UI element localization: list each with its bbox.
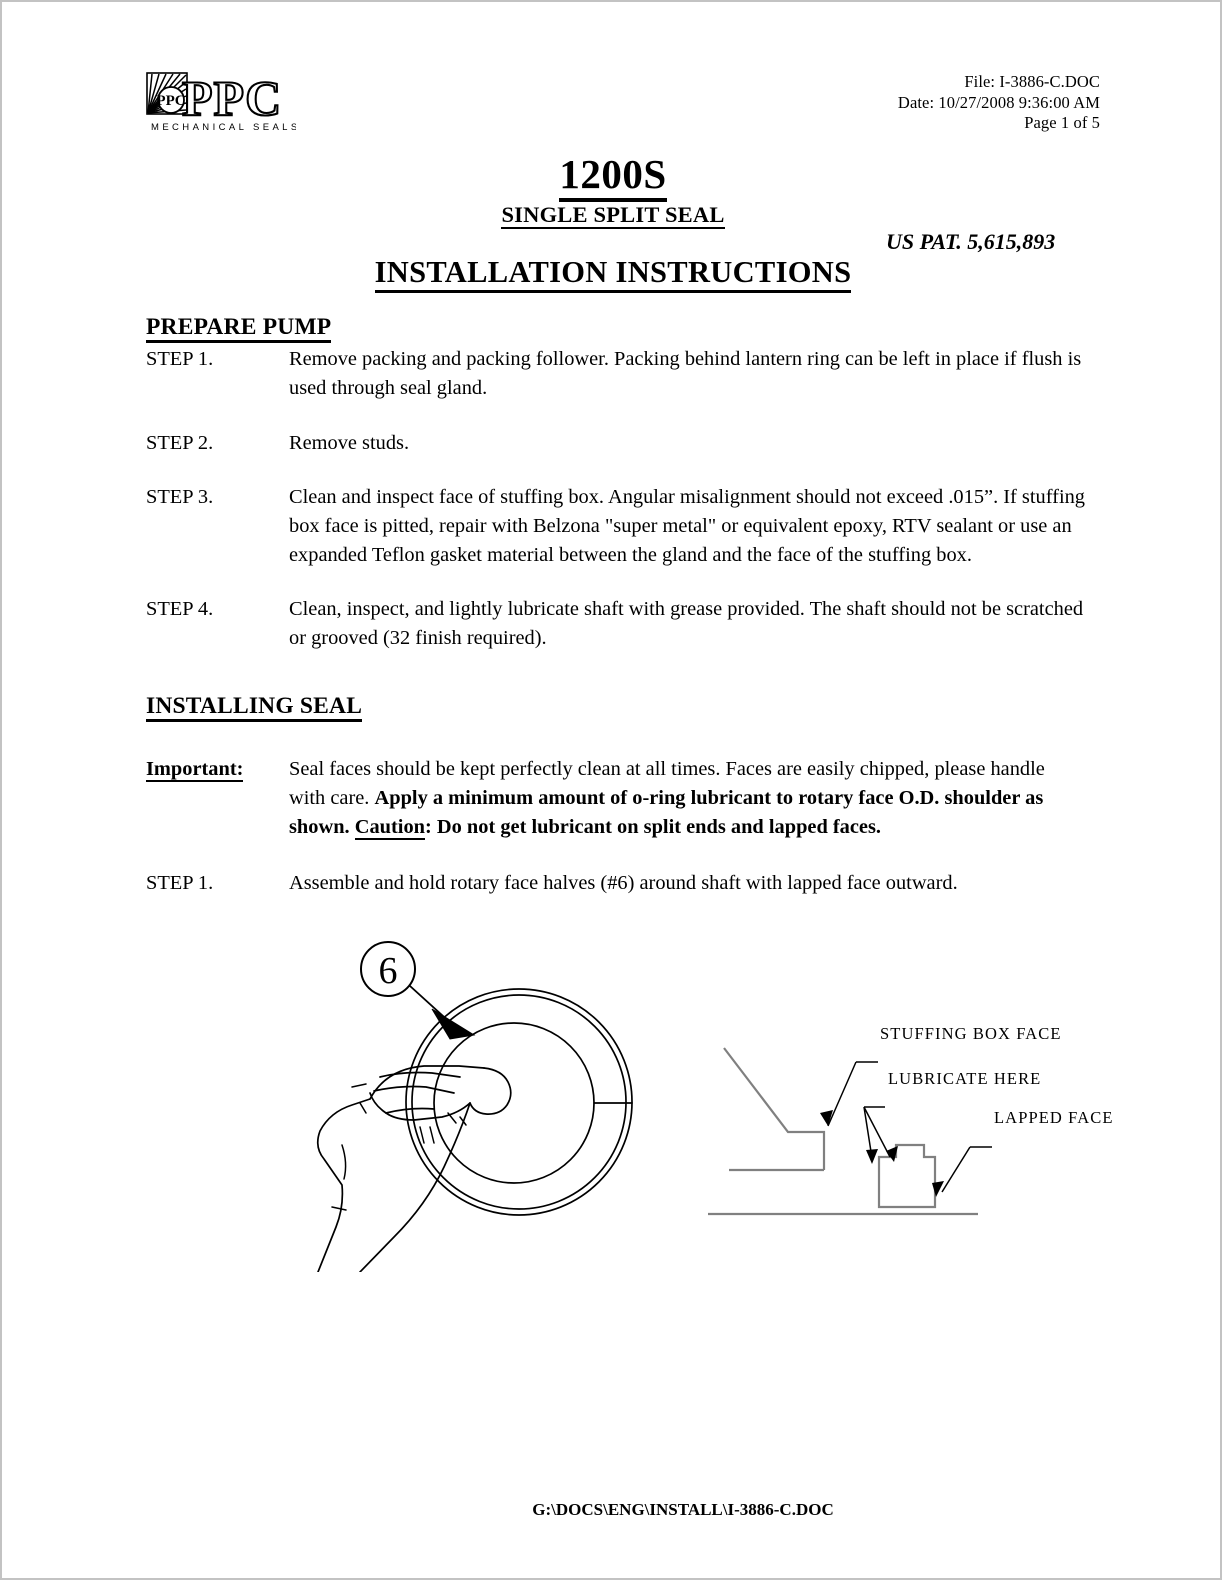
ppc-logo <box>146 72 296 134</box>
hand-ring-illustration <box>274 927 694 1272</box>
step-label: STEP 1. <box>146 872 214 894</box>
step-text: Remove packing and packing follower. Packing behind lantern ring can be left in place if flush is used through seal gland. <box>289 348 1082 399</box>
figure-cross-section <box>702 1022 1122 1227</box>
finger-crease-2 <box>374 1087 454 1094</box>
meta-file-line: File: I-3886-C.DOC <box>964 72 1100 91</box>
step-text: Assemble and hold rotary face halves (#6) around shaft with lapped face outward. <box>289 872 958 894</box>
section-heading-installing-seal <box>146 693 1086 720</box>
meta-page-line: Page 1 of 5 <box>1024 113 1100 132</box>
section-heading-prepare-pump-text: PREPARE PUMP <box>146 314 331 343</box>
step-row <box>146 345 1086 403</box>
logo-monogram-text: PPC <box>156 93 186 109</box>
step-text: Remove studs. <box>289 432 410 454</box>
step-text: Clean and inspect face of stuffing box. Angular misalignment should not exceed .015”. If stuffing box face is pitted, repair with Belzona "super metal" or equivalent epoxy, RTV sealant or use an expanded Teflon gasket material between the gland and the face of the stuffing box. <box>289 486 1086 566</box>
section-heading-installing-seal-text: INSTALLING SEAL <box>146 693 362 722</box>
arrowhead-lapped <box>932 1181 944 1197</box>
important-text-bold-1: Apply a minimum amount of o-ring lubricant to rotary face O.D. shoulder as shown. <box>289 787 1044 838</box>
leader-lapped-diagonal <box>942 1147 970 1192</box>
model-subtitle <box>2 202 1222 228</box>
important-text-plain: Seal faces should be kept perfectly clean at all times. Faces are easily chipped, please handle with care. <box>289 758 1045 809</box>
step-row <box>146 429 1086 458</box>
step-row <box>146 869 1086 898</box>
model-subtitle-text: SINGLE SPLIT SEAL <box>501 202 725 227</box>
stuffing-box-profile <box>724 1048 824 1170</box>
step-label: STEP 4. <box>146 598 214 620</box>
step-text: Clean, inspect, and lightly lubricate shaft with grease provided. The shaft should not be scratched or grooved (32 finish required). <box>289 598 1084 649</box>
step-label: STEP 2. <box>146 432 214 454</box>
step-label: STEP 3. <box>146 486 214 508</box>
label-lubricate-here: LUBRICATE HERE <box>888 1069 1042 1088</box>
meta-date-line: Date: 10/27/2008 9:36:00 AM <box>897 92 1100 112</box>
important-caution-word: Caution <box>354 816 425 838</box>
important-text <box>289 755 1086 842</box>
ring-bore-circle <box>434 1023 594 1183</box>
middle-finger <box>386 1103 470 1120</box>
cross-section-illustration <box>702 1022 1122 1222</box>
model-title-text: 1200S <box>559 151 666 202</box>
step-label: STEP 1. <box>146 348 214 370</box>
index-finger <box>470 1068 511 1114</box>
important-label-text: Important: <box>146 758 244 780</box>
rotary-face-block <box>879 1145 935 1207</box>
important-note-row <box>146 755 1086 842</box>
model-title <box>2 150 1222 198</box>
figure-hand-holding-rotary-face <box>274 927 694 1277</box>
leader-stuffing-box-diagonal <box>828 1062 856 1126</box>
callout-number-text: 6 <box>378 950 398 992</box>
document-body <box>146 314 1086 898</box>
hand-wrist-outline <box>318 1099 370 1272</box>
important-label <box>146 755 289 784</box>
label-stuffing-box-face: STUFFING BOX FACE <box>880 1024 1062 1043</box>
arrowhead-lubricate-a <box>866 1149 878 1164</box>
important-text-bold-2: : Do not get lubricant on split ends and lapped faces. <box>425 816 882 838</box>
logo-tagline: MECHANICAL SEALS <box>151 122 296 133</box>
hand-knuckle-top <box>370 1066 484 1099</box>
page-title-text: INSTALLATION INSTRUCTIONS <box>375 255 852 293</box>
document-meta <box>898 72 1100 134</box>
logo-wordmark: PPC <box>182 72 283 126</box>
label-lapped-face: LAPPED FACE <box>994 1108 1114 1127</box>
logo-artwork <box>146 72 296 134</box>
finger-crease-3 <box>386 1109 434 1114</box>
patent-notice: US PAT. 5,615,893 <box>886 229 1056 254</box>
section-heading-prepare-pump <box>146 314 1086 341</box>
footer-path: G:\DOCS\ENG\INSTALL\I-3886-C.DOC <box>532 1500 834 1519</box>
step-row <box>146 595 1086 653</box>
page-title <box>2 255 1222 290</box>
step-row <box>146 483 1086 570</box>
